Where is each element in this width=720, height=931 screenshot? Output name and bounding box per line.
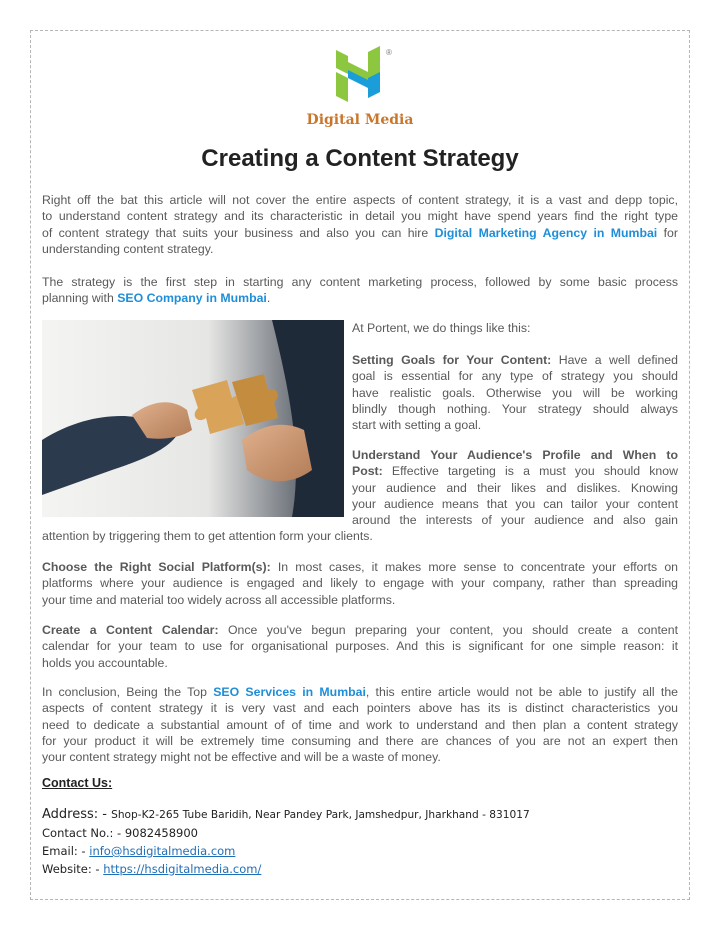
logo-brand-text: Digital Media bbox=[306, 112, 414, 128]
puzzle-hands-photo bbox=[42, 320, 344, 517]
website-link[interactable]: https://hsdigitalmedia.com/ bbox=[103, 862, 262, 876]
address-line: Address: - Shop-K2-265 Tube Baridih, Near Pandey Park, Jamshedpur, Jharkhand - 831017 bbox=[42, 807, 530, 822]
digital-marketing-agency-link[interactable]: Digital Marketing Agency in Mumbai bbox=[434, 225, 658, 240]
calendar-paragraph: Create a Content Calendar: Once you've begun preparing your content, you should create a content calendar for your team to use for organisational purposes. And this is significant for one simple reason: it holds you accountable. bbox=[42, 623, 678, 670]
page-title: Creating a Content Strategy bbox=[201, 145, 519, 172]
email-link[interactable]: info@hsdigitalmedia.com bbox=[89, 844, 236, 858]
hs-logo-icon bbox=[332, 46, 384, 106]
audience-paragraph-end: attention by triggering them to get attention form your clients. bbox=[42, 529, 373, 543]
goals-heading: Setting Goals for Your Content: bbox=[352, 353, 552, 367]
portent-intro: At Portent, we do things like this: bbox=[352, 321, 531, 335]
phone-line: Contact No.: - 9082458900 bbox=[42, 826, 198, 840]
intro-paragraph: Right off the bat this article will not cover the entire aspects of content strategy, it is a vast and depp topic, to understand content strategy and its characteristic in detail you might have spend years find the right type of content strategy that suits your business and also you can hire Digital Marketing Agency in Mumbai for understanding content strategy. bbox=[42, 193, 678, 256]
company-logo bbox=[300, 46, 420, 136]
audience-paragraph: Understand Your Audience's Profile and When to Post: Effective targeting is a must you should know your audience and their likes and dislikes. Knowing your audience means that you can tailor your content around the interests of your audience and also gain bbox=[352, 448, 678, 528]
audience-heading: Understand Your Audience's Profile and When to bbox=[352, 448, 678, 462]
seo-services-link[interactable]: SEO Services in Mumbai bbox=[213, 685, 366, 699]
calendar-heading: Create a Content Calendar: bbox=[42, 623, 219, 637]
goals-paragraph: Setting Goals for Your Content: Have a well defined goal is essential for any type of strategy you should have realistic goals. Otherwise you will be working blindly though nothing. Your strategy should always start with setting a goal. bbox=[352, 353, 678, 433]
seo-company-link[interactable]: SEO Company in Mumbai bbox=[117, 291, 267, 306]
website-line: Website: - https://hsdigitalmedia.com/ bbox=[42, 862, 262, 876]
social-heading: Choose the Right Social Platform(s): bbox=[42, 560, 271, 574]
social-paragraph: Choose the Right Social Platform(s): In most cases, it makes more sense to concentrate your efforts on platforms where your audience is engaged and likely to engage with your company, rather than spreading your time and material too widely across all accessible platforms. bbox=[42, 560, 678, 607]
email-line: Email: - info@hsdigitalmedia.com bbox=[42, 844, 236, 858]
contact-heading: Contact Us: bbox=[42, 776, 113, 790]
registered-mark: ® bbox=[386, 48, 392, 57]
conclusion-paragraph: In conclusion, Being the Top SEO Services in Mumbai, this entire article would not be able to justify all the aspects of content strategy it is very vast and each pointers above has its is distinct characteristics you need to dedicate a substantial amount of of time and work to understand and then plan a content strategy for your product it will be extremely time consuming and there are chances of you are not an expert then your content strategy might not be effective and will be a waste of money. bbox=[42, 685, 678, 765]
puzzle-image bbox=[42, 320, 344, 517]
strategy-paragraph: The strategy is the first step in starting any content marketing process, followed by some basic process planning with SEO Company in Mumbai. bbox=[42, 275, 678, 306]
